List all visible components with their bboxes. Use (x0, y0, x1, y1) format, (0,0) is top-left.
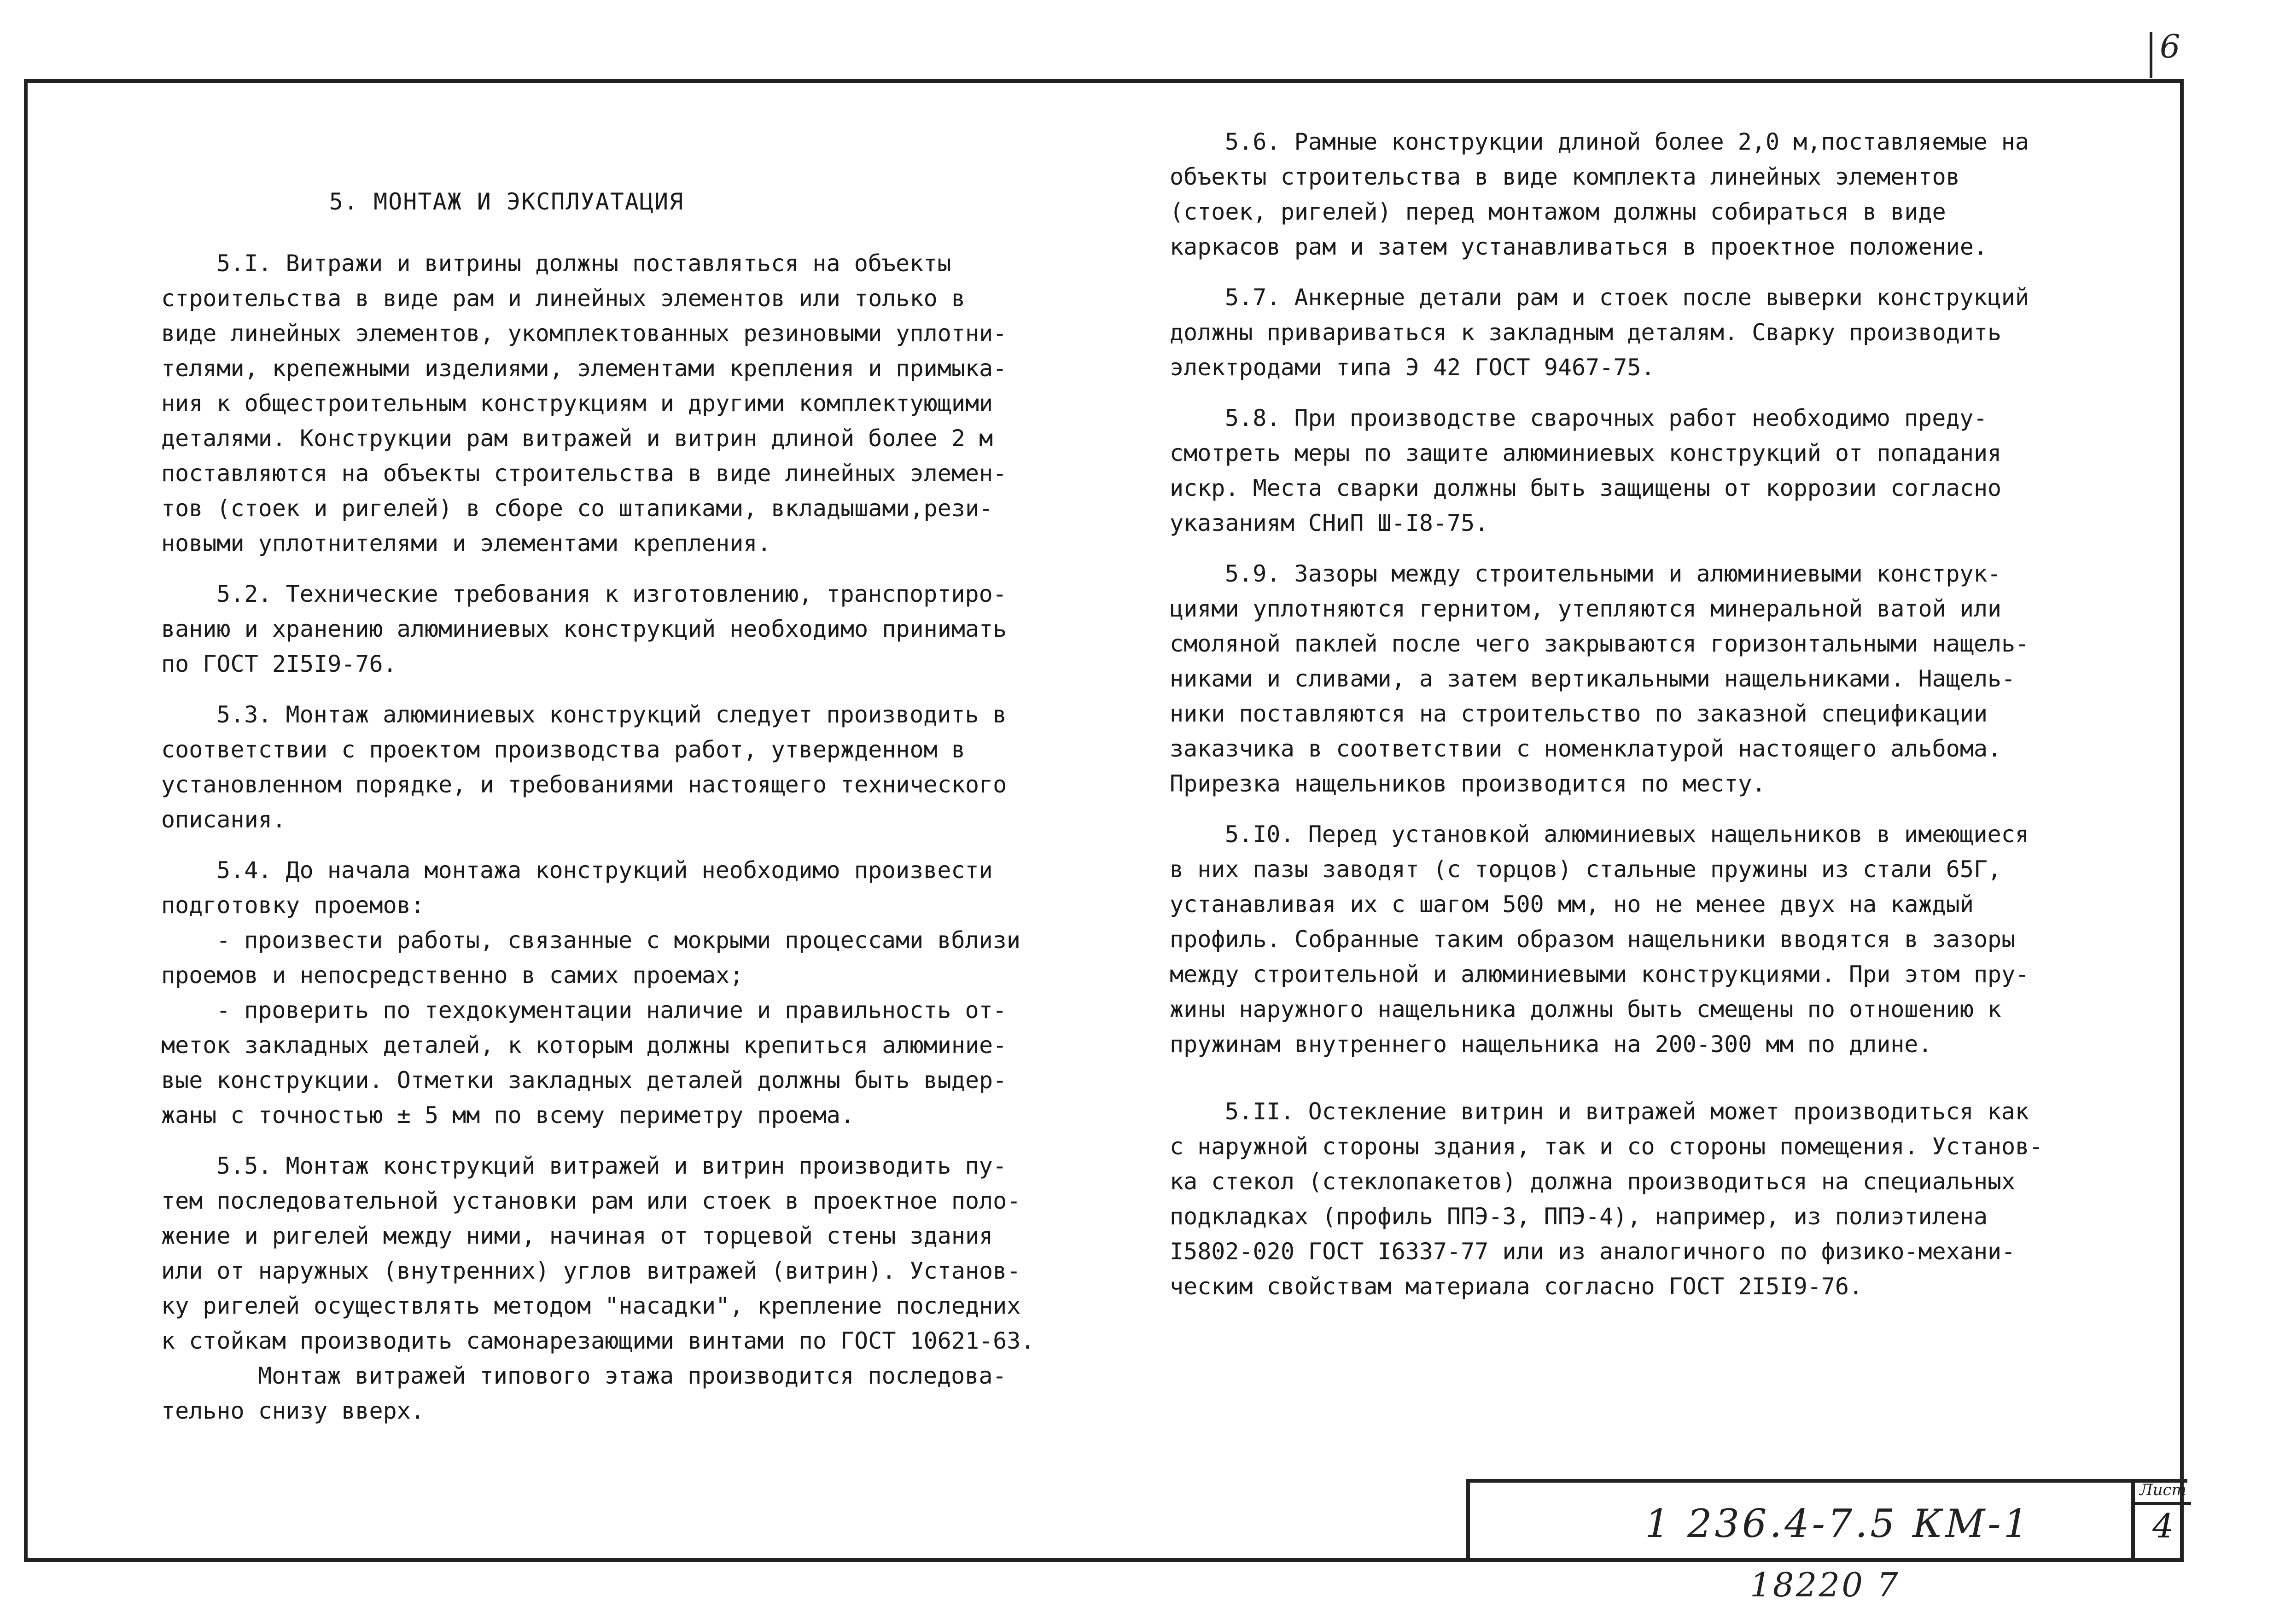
sheet-cell (2131, 1479, 2191, 1562)
text-line: 5.6. Рамные конструкции длиной более 2,0 м,поставляемые на (1225, 128, 2029, 155)
text-line: I5802-020 ГОСТ I6337-77 или из аналогичного по физико-механи- (1170, 1238, 2016, 1265)
text-line: проемов и непосредственно в самих проемах; (161, 962, 744, 989)
text-line: вые конструкции. Отметки закладных деталей должны быть выдер- (161, 1067, 1007, 1094)
left-column (161, 184, 1036, 1444)
paragraph-5-3 (161, 697, 1036, 837)
text-line: с наружной стороны здания, так и со стороны помещения. Установ- (1170, 1133, 2043, 1160)
text-line: 5.5. Монтаж конструкций витражей и витрин производить пу- (216, 1153, 1007, 1179)
text-line: 5.3. Монтаж алюминиевых конструкций следует производить в (216, 701, 1007, 728)
text-line: указаниям СНиП Ш-I8-75. (1170, 510, 1489, 536)
text-line: тов (стоек и ригелей) в сборе со штапиками, вкладышами,рези- (161, 495, 993, 522)
paragraph-5-6 (1170, 124, 2081, 264)
text-line: 5.9. Зазоры между строительными и алюминиевыми конструк- (1225, 560, 2001, 587)
text-line: 5.II. Остекление витрин и витражей может производиться как (1225, 1098, 2029, 1125)
sheet-label: Лист (2135, 1479, 2191, 1505)
text-line: электродами типа Э 42 ГОСТ 9467-75. (1170, 354, 1655, 381)
archive-number: 18220 7 (1750, 1566, 1900, 1604)
text-line: новыми уплотнителями и элементами крепления. (161, 530, 771, 557)
text-line: по ГОСТ 2I5I9-76. (161, 651, 397, 677)
text-line: никами и сливами, а затем вертикальными нащельниками. Нащель- (1170, 665, 2016, 692)
text-line: меток закладных деталей, к которым должны крепиться алюминие- (161, 1032, 1007, 1059)
text-line: ванию и хранению алюминиевых конструкций необходимо принимать (161, 616, 1007, 642)
text-line: жины наружного нащельника должны быть смещены по отношению к (1170, 996, 2002, 1023)
paragraph-5-5 (161, 1148, 1036, 1428)
paragraph-5-1 (161, 246, 1036, 561)
text-line: циями уплотняются гернитом, утепляются минеральной ватой или (1170, 595, 2002, 622)
text-line: ка стекол (стеклопакетов) должна производиться на специальных (1170, 1168, 2016, 1195)
text-line: виде линейных элементов, укомплектованных резиновыми уплотни- (161, 320, 1007, 347)
text-line: 5.8. При производстве сварочных работ необходимо преду- (1225, 405, 1988, 431)
text-line: между строительной и алюминиевыми конструкциями. При этом пру- (1170, 961, 2029, 988)
paragraph-5-2 (161, 576, 1036, 681)
text-line: объекты строительства в виде комплекта линейных элементов (1170, 163, 1960, 190)
text-line: телями, крепежными изделиями, элементами крепления и примыка- (161, 355, 1007, 382)
text-line: - проверить по техдокументации наличие и правильность от- (216, 997, 1007, 1024)
text-line: - произвести работы, связанные с мокрыми процессами вблизи (216, 927, 1020, 954)
text-line: каркасов рам и затем устанавливаться в проектное положение. (1170, 233, 1988, 260)
text-line: или от наружных (внутренних) углов витражей (витрин). Установ- (161, 1257, 1021, 1284)
text-line: ния к общестроительным конструкциям и другими комплектующими (161, 390, 993, 417)
text-line: должны привариваться к закладным деталям. Сварку производить (1170, 319, 2002, 346)
document-code: 1 236.4-7.5 КМ-1 (1645, 1501, 2031, 1546)
text-line: ческим свойствам материала согласно ГОСТ 2I5I9-76. (1170, 1273, 1863, 1300)
text-line: описания. (161, 806, 286, 833)
text-line: строительства в виде рам и линейных элементов или только в (161, 285, 965, 312)
text-line: Монтаж витражей типового этажа производится последова- (258, 1362, 1007, 1389)
text-line: 5.I0. Перед установкой алюминиевых нащельников в имеющиеся (1225, 821, 2029, 848)
text-line: ники поставляются на строительство по заказной спецификации (1170, 700, 1988, 727)
text-line: подготовку проемов: (161, 892, 425, 919)
paragraph-5-8 (1170, 401, 2081, 541)
paragraph-5-7 (1170, 280, 2081, 385)
text-line: к стойкам производить самонарезающими винтами по ГОСТ 10621-63. (161, 1327, 1035, 1354)
text-line: пружинам внутреннего нащельника на 200-300 мм по длине. (1170, 1031, 1932, 1058)
text-line: поставляются на объекты строительства в виде линейных элемен- (161, 460, 1007, 487)
section-heading: 5. МОНТАЖ И ЭКСПЛУАТАЦИЯ (329, 188, 684, 215)
paragraph-5-11 (1170, 1094, 2081, 1304)
text-line: 5.7. Анкерные детали рам и стоек после выверки конструкций (1225, 284, 2029, 311)
text-line: заказчика в соответствии с номенклатурой настоящего альбома. (1170, 735, 2002, 762)
text-line: 5.I. Витражи и витрины должны поставляться на объекты (216, 250, 951, 277)
text-line: тельно снизу вверх. (161, 1397, 425, 1424)
paragraph-5-4 (161, 853, 1036, 1133)
text-line: деталями. Конструкции рам витражей и витрин длиной более 2 м (161, 425, 993, 452)
text-line: жаны с точностью ± 5 мм по всему периметру проема. (161, 1102, 855, 1129)
sheet-corner-number: 6 (2160, 28, 2180, 65)
text-line: в них пазы заводят (с торцов) стальные пружины из стали 65Г, (1170, 856, 2002, 883)
paragraph-5-9 (1170, 556, 2081, 801)
text-line: ку ригелей осуществлять методом "насадки", крепление последних (161, 1292, 1021, 1319)
title-block (1466, 1479, 2187, 1562)
sheet-number: 4 (2152, 1507, 2174, 1545)
text-line: 5.4. До начала монтажа конструкций необходимо произвести (216, 857, 993, 884)
right-column (1170, 124, 2081, 1320)
text-line: Прирезка нащельников производится по месту. (1170, 770, 1766, 797)
text-line: смоляной паклей после чего закрываются горизонтальными нащель- (1170, 630, 2029, 657)
text-line: устанавливая их с шагом 500 мм, но не менее двух на каждый (1170, 891, 1974, 918)
text-line: смотреть меры по защите алюминиевых конструкций от попадания (1170, 440, 2002, 466)
paragraph-5-10 (1170, 817, 2081, 1062)
corner-tick (2150, 32, 2152, 78)
text-line: искр. Места сварки должны быть защищены от коррозии согласно (1170, 475, 2002, 501)
text-line: установленном порядке, и требованиями настоящего технического (161, 771, 1007, 798)
text-line: соответствии с проектом производства работ, утвержденном в (161, 736, 965, 763)
text-line: профиль. Собранные таким образом нащельники вводятся в зазоры (1170, 926, 2016, 953)
text-line: жение и ригелей между ними, начиная от торцевой стены здания (161, 1222, 993, 1249)
text-line: подкладках (профиль ППЭ-3, ППЭ-4), например, из полиэтилена (1170, 1203, 1988, 1230)
text-line: 5.2. Технические требования к изготовлению, транспортиро- (216, 581, 1007, 607)
text-line: (стоек, ригелей) перед монтажом должны собираться в виде (1170, 198, 1946, 225)
text-line: тем последовательной установки рам или стоек в проектное поло- (161, 1187, 1021, 1214)
